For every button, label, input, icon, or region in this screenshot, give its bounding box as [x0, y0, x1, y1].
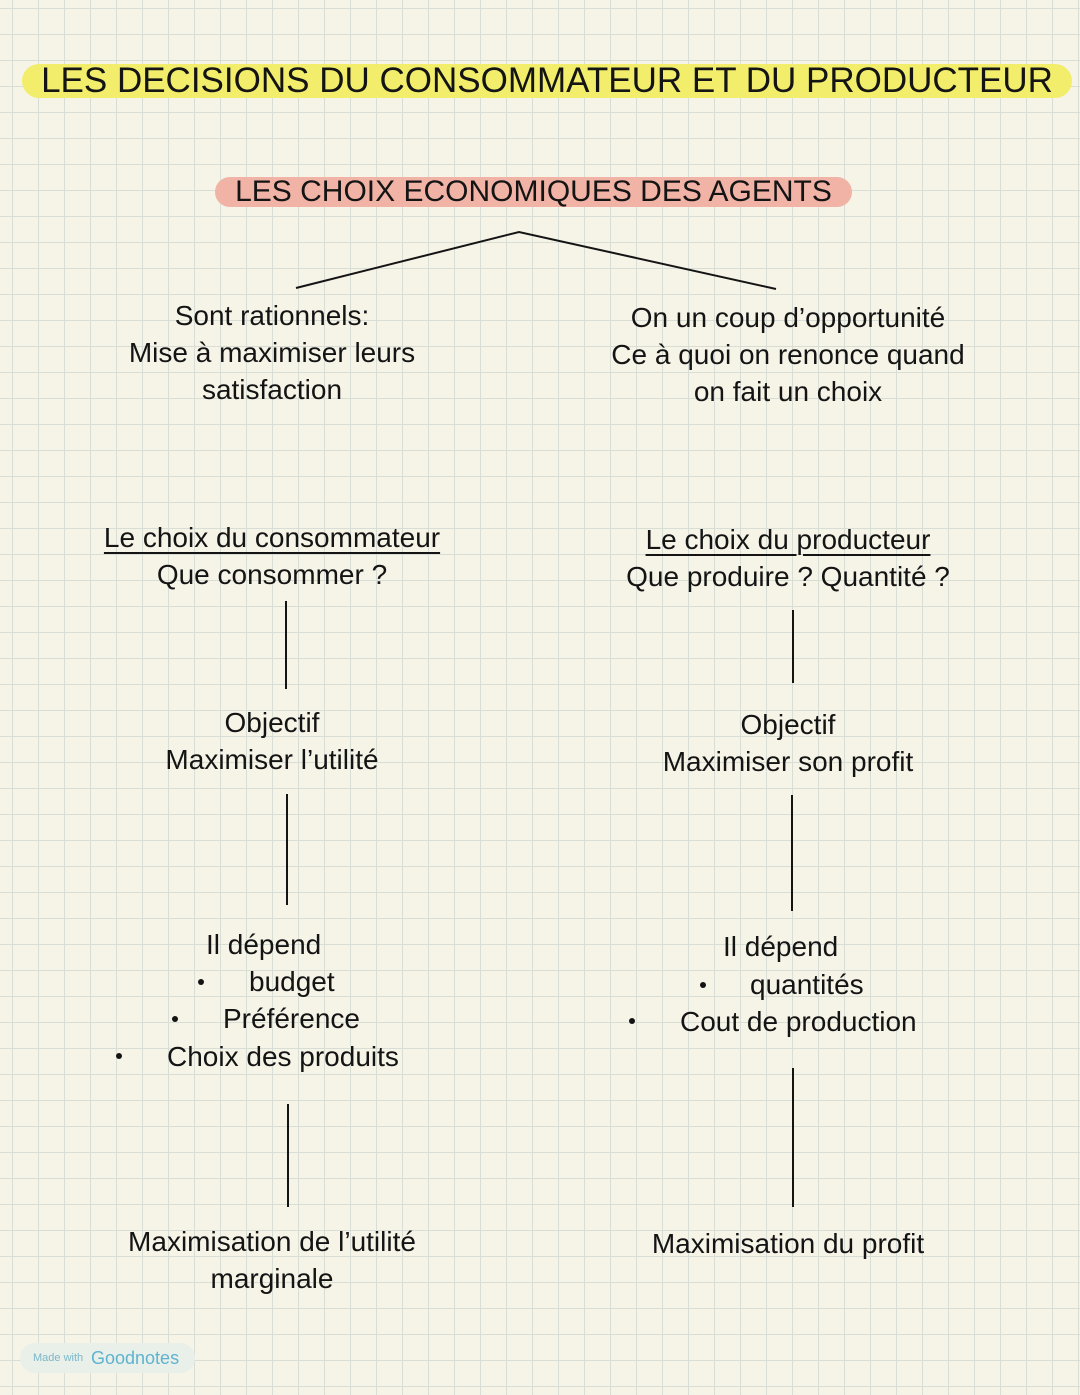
consumer-heading-block [62, 519, 482, 593]
consumer-objective: Maximiser l’utilité [165, 744, 379, 775]
bullet-icon [629, 1018, 635, 1024]
branch-connector [296, 232, 776, 289]
producer-question: Que produire ? Quantité ? [626, 561, 950, 592]
opportunity-line-3: on fait un choix [693, 376, 883, 407]
consumer-question: Que consommer ? [156, 559, 388, 590]
bullet-icon [116, 1053, 122, 1059]
consumer-heading: Le choix du consommateur [103, 522, 441, 553]
rational-line-2: Mise à maximiser leurs [128, 337, 416, 368]
goodnotes-logo: Goodnotes [91, 1348, 180, 1368]
producer-factor-cost: Cout de production [680, 1006, 917, 1037]
producer-depends-label: Il dépend [723, 931, 839, 962]
producer-factor-quantities: quantités [750, 969, 864, 1000]
made-with-badge [20, 1343, 195, 1373]
opportunity-cost-branch [578, 299, 998, 410]
rational-branch [82, 297, 462, 408]
consumer-depends-label: Il dépend [206, 929, 322, 960]
opportunity-line-1: On un coup d’opportunité [630, 302, 946, 333]
consumer-result-block [82, 1223, 462, 1297]
page-title: LES DECISIONS DU CONSOMMATEUR ET DU PRODUCTEUR [22, 64, 1072, 98]
producer-objective: Maximiser son profit [662, 746, 914, 777]
consumer-factor-products: Choix des produits [167, 1041, 399, 1072]
rational-line-1: Sont rationnels: [174, 300, 370, 331]
consumer-factor-budget: budget [249, 966, 335, 997]
bullet-icon [198, 979, 204, 985]
consumer-result-line-1: Maximisation de l’utilité [128, 1226, 416, 1257]
consumer-result-line-2: marginale [210, 1263, 334, 1294]
producer-objective-label: Objectif [740, 709, 836, 740]
producer-result-block [598, 1225, 978, 1262]
rational-line-3: satisfaction [201, 374, 343, 405]
bullet-icon [700, 982, 706, 988]
made-with-label: Made with [33, 1352, 84, 1364]
producer-result-line-1: Maximisation du profit [651, 1228, 925, 1259]
consumer-objective-block [92, 704, 452, 778]
bullet-icon [172, 1016, 178, 1022]
producer-objective-block [598, 706, 978, 780]
consumer-factor-preference: Préférence [223, 1003, 360, 1034]
opportunity-line-2: Ce à quoi on renonce quand [611, 339, 965, 370]
producer-heading-block [578, 521, 998, 595]
producer-heading: Le choix du producteur [645, 524, 931, 555]
consumer-objective-label: Objectif [224, 707, 320, 738]
diagram-subtitle: LES CHOIX ECONOMIQUES DES AGENTS [215, 177, 852, 207]
